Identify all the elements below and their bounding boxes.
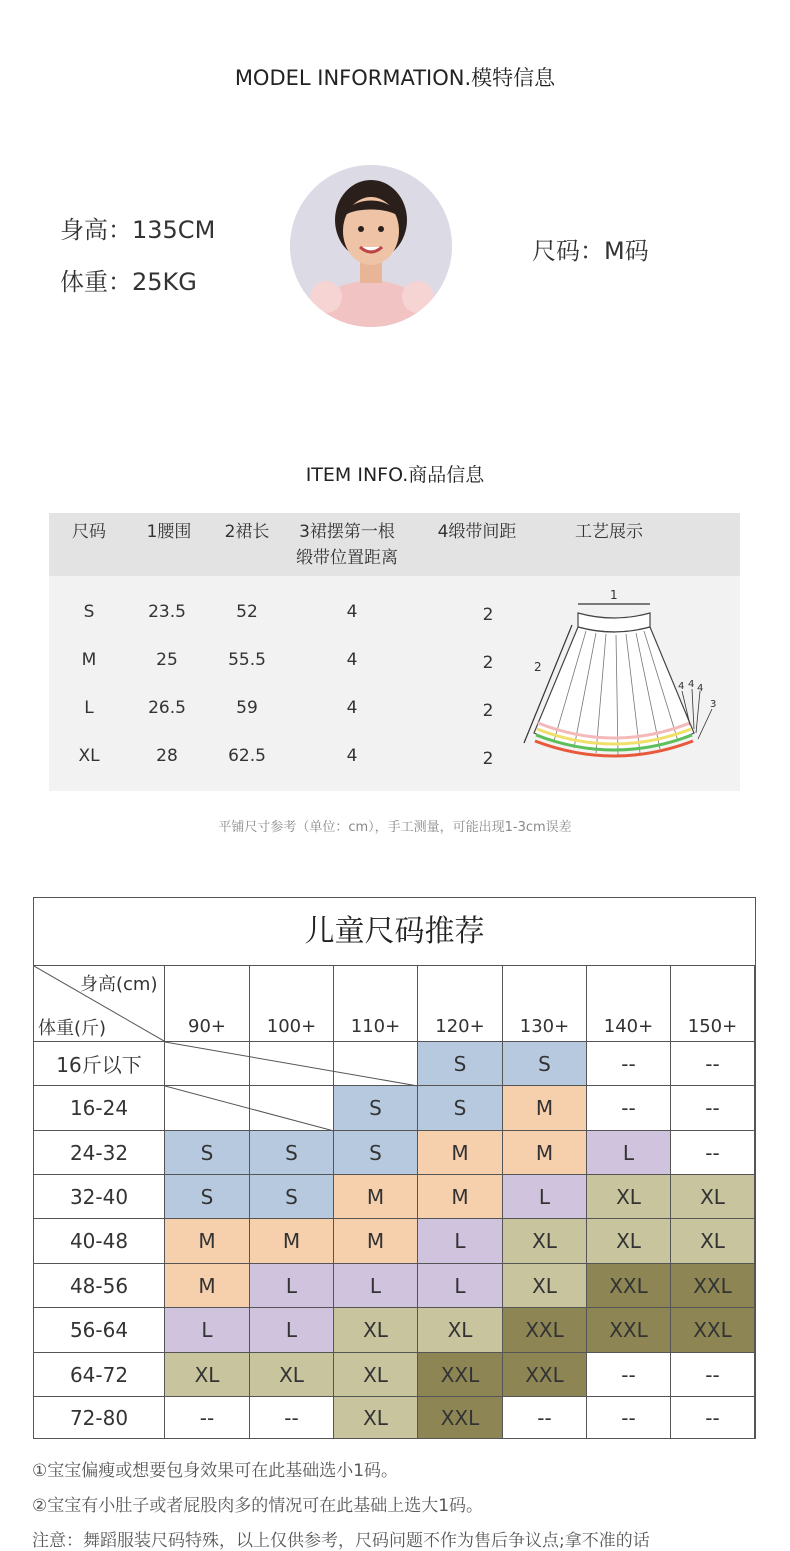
size-cell — [334, 1042, 418, 1086]
size-cell: XXL — [587, 1264, 671, 1308]
item-info-title: ITEM INFO.商品信息 — [305, 464, 485, 486]
weight-label-cell: 48-56 — [34, 1264, 165, 1308]
diagram-label-4a: 4 — [678, 681, 685, 692]
item-cell: 23.5 — [148, 602, 186, 622]
item-cell: 2 — [482, 605, 494, 625]
size-cell: XL — [587, 1219, 671, 1264]
item-cell: 28 — [156, 746, 178, 766]
measurement-note: 平铺尺寸参考（单位：cm），手工测量，可能出现1-3cm误差 — [218, 820, 572, 835]
size-cell: L — [503, 1175, 587, 1219]
size-cell: M — [503, 1086, 587, 1131]
item-cell: 4 — [346, 746, 358, 766]
diagram-label-2: 2 — [534, 660, 542, 674]
weight-label-cell: 64-72 — [34, 1353, 165, 1397]
model-info-title: MODEL INFORMATION.模特信息 — [234, 66, 556, 90]
item-cell: 25 — [156, 650, 178, 670]
footnote-3: 注意：舞蹈服装尺码特殊，以上仅供参考，尺码问题不作为售后争议点;拿不准的话 — [32, 1531, 650, 1551]
item-header-size: 尺码 — [72, 522, 106, 542]
height-header-cell: 90+ — [165, 966, 250, 1042]
size-cell: -- — [671, 1042, 755, 1086]
model-weight: 体重：25KG — [60, 268, 197, 296]
size-cell: S — [250, 1131, 334, 1175]
corner-weight-label: 体重(斤) — [38, 1018, 107, 1039]
size-cell: XXL — [503, 1353, 587, 1397]
size-cell: XL — [418, 1308, 503, 1353]
size-cell: -- — [250, 1397, 334, 1439]
height-header-cell: 120+ — [418, 966, 503, 1042]
weight-label-cell: 32-40 — [34, 1175, 165, 1219]
item-cell: 26.5 — [148, 698, 186, 718]
footnote-1: ①宝宝偏瘦或想要包身效果可在此基础选小1码。 — [32, 1461, 399, 1481]
size-cell: L — [250, 1308, 334, 1353]
size-cell: L — [334, 1264, 418, 1308]
size-cell: -- — [165, 1397, 250, 1439]
weight-label-cell: 16-24 — [34, 1086, 165, 1131]
size-cell: L — [418, 1264, 503, 1308]
item-size-table — [49, 513, 740, 791]
size-cell: -- — [671, 1131, 755, 1175]
size-cell: S — [334, 1131, 418, 1175]
item-cell: 4 — [346, 698, 358, 718]
size-cell: XL — [334, 1308, 418, 1353]
size-cell: L — [418, 1219, 503, 1264]
size-cell: -- — [587, 1353, 671, 1397]
size-cell: M — [334, 1175, 418, 1219]
size-cell: XL — [587, 1175, 671, 1219]
footnote-2: ②宝宝有小肚子或者屁股肉多的情况可在此基础上选大1码。 — [32, 1496, 484, 1516]
diagram-label-3: 3 — [710, 699, 717, 710]
item-cell: 62.5 — [228, 746, 266, 766]
size-cell: -- — [587, 1042, 671, 1086]
size-cell: L — [250, 1264, 334, 1308]
size-cell: M — [418, 1131, 503, 1175]
diagram-label-1: 1 — [610, 588, 618, 602]
item-cell: 55.5 — [228, 650, 266, 670]
size-cell: L — [165, 1308, 250, 1353]
size-cell: S — [418, 1042, 503, 1086]
size-cell: XXL — [671, 1264, 755, 1308]
item-header-waist: 1腰围 — [146, 522, 192, 542]
size-cell: -- — [671, 1353, 755, 1397]
size-cell: XL — [334, 1397, 418, 1439]
item-cell: 2 — [482, 701, 494, 721]
diagram-label-4c: 4 — [697, 683, 704, 694]
size-cell: M — [165, 1219, 250, 1264]
size-cell: M — [334, 1219, 418, 1264]
weight-label-cell: 72-80 — [34, 1397, 165, 1439]
item-cell: M — [81, 650, 97, 670]
size-cell — [165, 1042, 250, 1086]
size-cell: XXL — [671, 1308, 755, 1353]
model-avatar — [290, 165, 452, 327]
item-cell: 4 — [346, 602, 358, 622]
item-header-craft: 工艺展示 — [575, 522, 643, 542]
skirt-diagram — [514, 583, 734, 778]
size-cell: S — [503, 1042, 587, 1086]
size-cell: -- — [503, 1397, 587, 1439]
size-cell: S — [250, 1175, 334, 1219]
height-header-cell: 150+ — [671, 966, 755, 1042]
size-cell: -- — [671, 1086, 755, 1131]
model-portrait-image — [290, 165, 452, 327]
size-recommendation-table — [33, 897, 756, 1439]
size-cell: XXL — [418, 1353, 503, 1397]
size-cell: L — [587, 1131, 671, 1175]
size-cell: -- — [587, 1397, 671, 1439]
diagram-label-4b: 4 — [688, 679, 695, 690]
size-cell — [165, 1086, 250, 1131]
corner-height-label: 身高(cm) — [80, 974, 158, 995]
size-cell: M — [418, 1175, 503, 1219]
item-header-ribbon-spacing: 4缎带间距 — [437, 522, 517, 542]
size-cell: XL — [671, 1175, 755, 1219]
size-cell: XXL — [418, 1397, 503, 1439]
item-cell: L — [84, 698, 94, 718]
size-cell: XL — [671, 1219, 755, 1264]
size-cell: M — [503, 1131, 587, 1175]
corner-header — [34, 966, 165, 1042]
size-chart-title: 儿童尺码推荐 — [34, 898, 755, 966]
size-cell: XL — [165, 1353, 250, 1397]
size-cell: XXL — [503, 1308, 587, 1353]
size-cell: S — [418, 1086, 503, 1131]
size-cell: S — [334, 1086, 418, 1131]
height-header-cell: 130+ — [503, 966, 587, 1042]
size-cell: M — [165, 1264, 250, 1308]
weight-label-cell: 16斤以下 — [34, 1042, 165, 1086]
item-header-ribbon-distance: 3裙摆第一根 缎带位置距离 — [296, 522, 398, 568]
size-cell: -- — [671, 1397, 755, 1439]
size-cell — [250, 1042, 334, 1086]
size-cell: M — [250, 1219, 334, 1264]
item-header-length: 2裙长 — [224, 522, 270, 542]
item-cell: XL — [78, 746, 100, 766]
height-header-cell: 110+ — [334, 966, 418, 1042]
size-cell: XL — [334, 1353, 418, 1397]
item-cell: 59 — [236, 698, 258, 718]
item-cell: S — [83, 602, 95, 622]
height-header-cell: 100+ — [250, 966, 334, 1042]
weight-label-cell: 40-48 — [34, 1219, 165, 1264]
item-cell: 2 — [482, 653, 494, 673]
size-cell: XL — [503, 1219, 587, 1264]
weight-label-cell: 24-32 — [34, 1131, 165, 1175]
size-cell — [250, 1086, 334, 1131]
size-cell: S — [165, 1131, 250, 1175]
item-cell: 52 — [236, 602, 258, 622]
item-cell: 2 — [482, 749, 494, 769]
size-cell: XXL — [587, 1308, 671, 1353]
size-cell: S — [165, 1175, 250, 1219]
model-height: 身高：135CM — [60, 216, 216, 244]
height-header-cell: 140+ — [587, 966, 671, 1042]
size-cell: -- — [587, 1086, 671, 1131]
size-cell: XL — [503, 1264, 587, 1308]
item-cell: 4 — [346, 650, 358, 670]
weight-label-cell: 56-64 — [34, 1308, 165, 1353]
size-cell: XL — [250, 1353, 334, 1397]
model-size: 尺码：M码 — [532, 237, 649, 265]
